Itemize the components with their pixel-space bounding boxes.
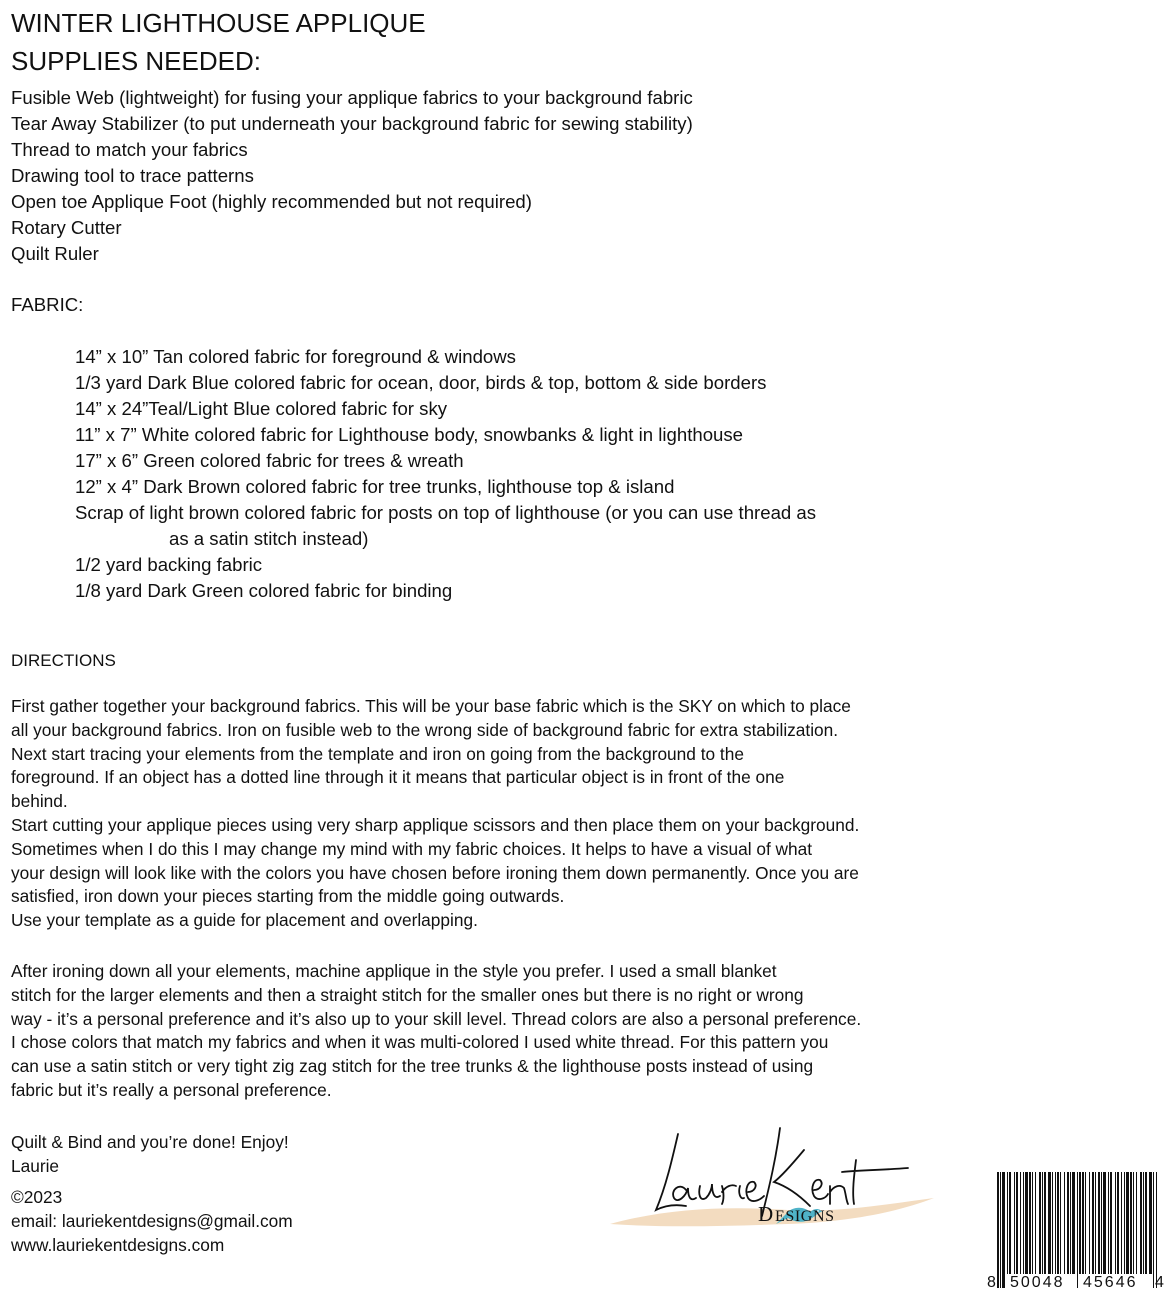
fabric-item: 14” x 24”Teal/Light Blue colored fabric for sky <box>75 398 448 419</box>
barcode-bar <box>1039 1172 1041 1274</box>
fabric-item: 17” x 6” Green colored fabric for trees & wreath <box>75 450 464 471</box>
paragraph-line: satisfied, iron down your pieces starting from the middle going outwards. <box>11 886 565 907</box>
copyright: ©2023 <box>11 1187 63 1207</box>
barcode-bar <box>1007 1172 1008 1274</box>
fabric-list <box>75 344 816 604</box>
fabric-item: 1/2 yard backing fabric <box>75 554 263 575</box>
barcode-bar <box>1016 1172 1018 1274</box>
paragraph-line: Sometimes when I do this I may change my mind with my fabric choices. It helps to have a visual of what <box>11 838 813 859</box>
paragraph-line: behind. <box>11 791 68 812</box>
barcode-bar <box>1064 1172 1065 1274</box>
barcode-bar <box>1009 1172 1011 1274</box>
barcode-bar <box>1156 1172 1157 1288</box>
barcode-bar <box>1136 1172 1137 1274</box>
paragraph-line: Start cutting your applique pieces using very sharp applique scissors and then place them on your background. <box>11 814 860 835</box>
paragraph-line: First gather together your background fabrics. This will be your base fabric which is the SKY on which to place <box>11 696 851 716</box>
barcode-bar <box>1082 1172 1084 1274</box>
barcode-bar <box>1032 1172 1033 1274</box>
paragraph-line: Use your template as a guide for placement and overlapping. <box>11 910 478 931</box>
barcode-bar <box>1145 1172 1147 1274</box>
barcode-bar <box>1052 1172 1053 1274</box>
paragraph-line: I chose colors that match my fabrics and when it was multi-colored I used white thread. For this pattern you <box>11 1032 829 1053</box>
fabric-item: 12” x 4” Dark Brown colored fabric for tree trunks, lighthouse top & island <box>75 476 675 497</box>
paragraph-line: way - it’s a personal preference and it’s also up to your skill level. Thread colors are also a personal preference. <box>11 1008 862 1029</box>
barcode-bar <box>1103 1172 1106 1274</box>
barcode-bar <box>1044 1172 1046 1274</box>
supplies-heading: SUPPLIES NEEDED: <box>11 46 261 76</box>
barcode-digit-first: 8 <box>987 1274 996 1291</box>
fabric-item: 11” x 7” White colored fabric for Lighthouse body, snowbanks & light in lighthouse <box>75 424 744 445</box>
paragraph-line: can use a satin stitch or very tight zig zag stitch for the tree trunks & the lighthouse posts instead of using <box>11 1056 814 1077</box>
closing-note <box>11 1130 289 1178</box>
barcode-bar <box>1101 1172 1102 1274</box>
closing-line: Quilt & Bind and you’re done! Enjoy! <box>11 1132 289 1152</box>
paragraph-line: foreground. If an object has a dotted line through it it means that particular object is in front of the one <box>11 767 785 788</box>
fabric-item: 14” x 10” Tan colored fabric for foreground & windows <box>75 346 516 367</box>
paragraph-line: stitch for the larger elements and then a straight stitch for the smaller ones but there is no right or wrong <box>11 984 804 1005</box>
barcode-bar <box>1029 1172 1031 1274</box>
fabric-item-continued: as a satin stitch instead) <box>169 528 369 549</box>
barcode-bar <box>1020 1172 1021 1274</box>
barcode-bar <box>1098 1172 1100 1274</box>
barcode-bar <box>1048 1172 1051 1274</box>
barcode-bar <box>1117 1172 1119 1274</box>
barcode-bar <box>1014 1172 1015 1274</box>
barcode-bar <box>1070 1172 1071 1274</box>
logo-wordmark: D <box>758 1202 774 1226</box>
barcode-bar <box>1072 1172 1075 1274</box>
barcode-bar <box>1126 1172 1129 1274</box>
barcode-bar <box>1085 1172 1086 1274</box>
barcode-bar <box>1000 1172 1001 1288</box>
barcode-bar <box>1130 1172 1132 1274</box>
barcode-bar <box>1042 1172 1043 1274</box>
barcode-bar <box>1079 1172 1081 1274</box>
email-address: email: lauriekentdesigns@gmail.com <box>11 1211 293 1231</box>
barcode-bar <box>1077 1172 1078 1288</box>
directions-heading: DIRECTIONS <box>11 651 116 670</box>
paragraph-line: fabric but it’s really a personal preference. <box>11 1079 332 1100</box>
supply-item: Tear Away Stabilizer (to put underneath your background fabric for sewing stability) <box>11 113 693 134</box>
paragraph-line: all your background fabrics. Iron on fusible web to the wrong side of background fabric for extra stabilization. <box>11 719 839 740</box>
fabric-item: Scrap of light brown colored fabric for posts on top of lighthouse (or you can use thread as <box>75 502 817 523</box>
barcode-bar <box>1035 1172 1036 1274</box>
directions-paragraph-2 <box>11 960 861 1103</box>
barcode-bar <box>1110 1172 1112 1274</box>
barcode-bar <box>1149 1172 1152 1274</box>
supply-item: Fusible Web (lightweight) for fusing your applique fabrics to your background fabric <box>11 87 693 108</box>
barcode-bar <box>1140 1172 1142 1274</box>
barcode-bar <box>1095 1172 1096 1274</box>
supply-item: Quilt Ruler <box>11 243 99 264</box>
supply-item: Drawing tool to trace patterns <box>11 165 254 186</box>
barcode-bar <box>997 1172 999 1288</box>
barcode-bar <box>1092 1172 1094 1274</box>
supply-item: Open toe Applique Foot (highly recommended but not required) <box>11 191 532 212</box>
barcode-bar <box>1067 1172 1069 1274</box>
barcode-bar <box>1002 1172 1005 1288</box>
barcode-group-left: 50048 <box>1010 1274 1065 1291</box>
paragraph-line: Next start tracing your elements from the template and iron on going from the background to the <box>11 743 744 764</box>
barcode-bar <box>1153 1172 1154 1288</box>
fabric-item: 1/8 yard Dark Green colored fabric for binding <box>75 580 453 601</box>
fabric-heading: FABRIC: <box>11 294 84 315</box>
contact-info <box>11 1185 293 1257</box>
supply-item: Thread to match your fabrics <box>11 139 248 160</box>
website-link: www.lauriekentdesigns.com <box>11 1235 225 1255</box>
paragraph-line: your design will look like with the colors you have chosen before ironing them down permanently. Once you are <box>11 862 859 883</box>
barcode-bar <box>1133 1172 1134 1274</box>
directions-paragraph-1 <box>11 695 859 933</box>
paragraph-line: After ironing down all your elements, machine applique in the style you prefer. I used a small blanket <box>11 961 777 981</box>
barcode-bar <box>1057 1172 1059 1274</box>
logo-wordmark-rest: ESIGNS <box>775 1208 835 1225</box>
barcode-bar <box>1055 1172 1056 1274</box>
barcode-bar <box>1124 1172 1125 1274</box>
logo-script-signature <box>656 1128 908 1216</box>
supplies-list <box>0 85 693 267</box>
signature: Laurie <box>11 1156 60 1176</box>
barcode-bar <box>1115 1172 1116 1274</box>
barcode-bar <box>1108 1172 1109 1274</box>
laurie-kent-designs-logo <box>608 1120 938 1240</box>
barcode-bar <box>1025 1172 1028 1274</box>
fabric-item: 1/3 yard Dark Blue colored fabric for ocean, door, birds & top, bottom & side borders <box>75 372 767 393</box>
barcode-bar <box>1089 1172 1090 1274</box>
page-title: WINTER LIGHTHOUSE APPLIQUE <box>11 8 426 38</box>
barcode-bar <box>1060 1172 1061 1274</box>
barcode-group-right: 45646 <box>1083 1274 1138 1291</box>
barcode-digit-last: 4 <box>1155 1274 1164 1291</box>
barcode-bar <box>1143 1172 1144 1274</box>
supply-item: Rotary Cutter <box>11 217 122 238</box>
barcode-bar <box>1023 1172 1024 1274</box>
barcode-bar <box>1121 1172 1122 1274</box>
